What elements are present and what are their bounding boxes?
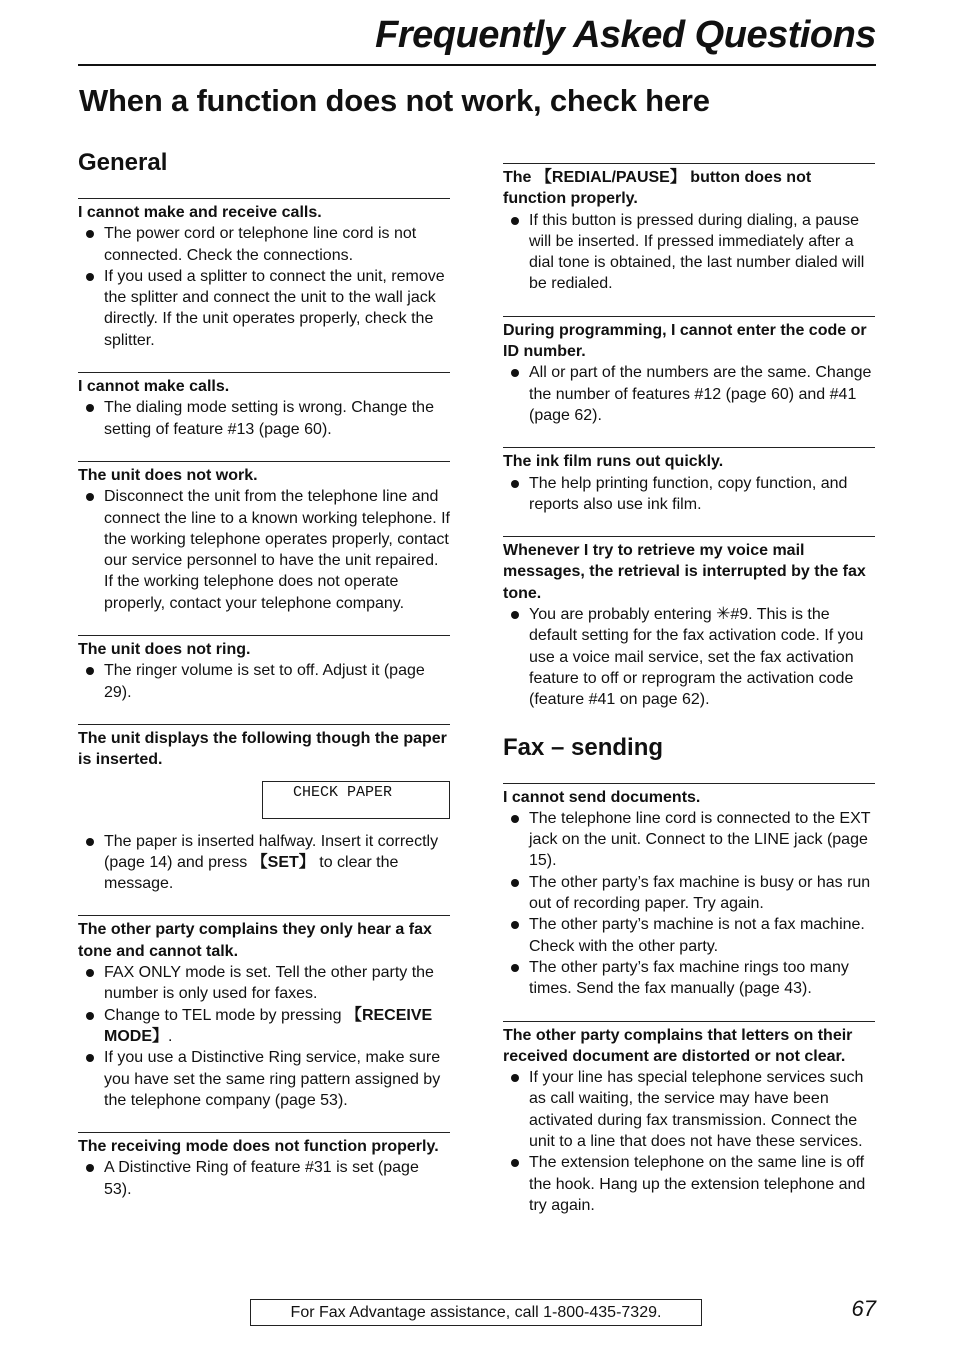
faq-question: The unit does not work. <box>78 466 258 484</box>
faq-item <box>503 163 875 295</box>
bullet-icon <box>86 969 94 977</box>
bullet-icon <box>511 611 519 619</box>
faq-item <box>503 536 875 710</box>
running-header-title: Frequently Asked Questions <box>375 14 876 56</box>
faq-item <box>78 635 450 703</box>
answer-item: The ringer volume is set to off. Adjust it (page 29). <box>78 660 450 703</box>
page-title: When a function does not work, check here <box>79 83 710 118</box>
section-heading-general: General <box>78 149 168 176</box>
answer-item: If your line has special telephone services such as call waiting, the service may have been activated during fax transmission. Connect the unit to a line that does not have these services. <box>503 1067 875 1152</box>
header-rule <box>78 64 876 66</box>
faq-question: The 【REDIAL/PAUSE】 button does not function properly. <box>503 169 812 208</box>
faq-question: During programming, I cannot enter the code or ID number. <box>503 321 867 361</box>
answer-item: The paper is inserted halfway. Insert it correctly (page 14) and press 【SET】 to clear the message. <box>78 831 450 895</box>
answer-item: The power cord or telephone line cord is not connected. Check the connections. <box>78 223 450 266</box>
bullet-icon <box>511 480 519 488</box>
faq-answers <box>78 831 450 895</box>
answer-item: The extension telephone on the same line is off the hook. Hang up the extension telephone and try again. <box>503 1152 875 1216</box>
answer-item: The other party’s fax machine is busy or has run out of recording paper. Try again. <box>503 872 875 915</box>
bullet-icon <box>86 230 94 238</box>
faq-item <box>503 1021 875 1217</box>
faq-answers <box>503 604 875 710</box>
faq-item <box>78 724 450 894</box>
redial-pause-key-label: REDIAL/PAUSE <box>551 169 670 186</box>
faq-question: I cannot make calls. <box>78 378 230 396</box>
bullet-icon <box>511 217 519 225</box>
faq-item <box>78 198 450 351</box>
faq-question: The other party complains they only hear a fax tone and cannot talk. <box>78 921 432 960</box>
bullet-icon <box>86 1054 94 1062</box>
faq-answers <box>78 1157 450 1200</box>
faq-item <box>78 915 450 1111</box>
receive-mode-key-label: RECEIVE MODE <box>104 1006 433 1045</box>
answer-item: If this button is pressed during dialing, a pause will be inserted. If pressed immediately after a dial tone is obtained, the last number dialed will be redialed. <box>503 210 875 295</box>
faq-question: The ink film runs out quickly. <box>503 453 724 471</box>
lcd-display-message: CHECK PAPER <box>262 781 450 819</box>
right-column <box>503 163 875 1237</box>
faq-question: The other party complains that letters on their received document are distorted or not clear. <box>503 1026 853 1065</box>
faq-answers <box>503 210 875 295</box>
bullet-icon <box>511 1159 519 1167</box>
section-heading-fax-sending: Fax – sending <box>503 733 664 761</box>
answer-item: FAX ONLY mode is set. Tell the other party the number is only used for faxes. <box>78 962 450 1005</box>
faq-answers <box>503 473 875 516</box>
answer-item: The other party’s fax machine rings too many times. Send the fax manually (page 43). <box>503 957 875 1000</box>
faq-question: The unit displays the following though the paper is inserted. <box>78 729 447 769</box>
answer-item: The dialing mode setting is wrong. Change the setting of feature #13 (page 60). <box>78 397 450 440</box>
answer-item: A Distinctive Ring of feature #31 is set (page 53). <box>78 1157 450 1200</box>
answer-item: The other party’s machine is not a fax machine. Check with the other party. <box>503 914 875 957</box>
bullet-icon <box>86 1012 94 1020</box>
faq-question: The unit does not ring. <box>78 641 251 659</box>
answer-item: You are probably entering ✳#9. This is the default setting for the fax activation code. If you use a voice mail service, set the fax activation feature to off or reprogram the activation code (feature #41 on page 62). <box>503 604 875 710</box>
bullet-icon <box>86 404 94 412</box>
faq-item <box>503 447 875 515</box>
bullet-icon <box>511 921 519 929</box>
faq-item <box>78 1132 450 1200</box>
faq-question: Whenever I try to retrieve my voice mail messages, the retrieval is interrupted by the fax tone. <box>503 542 866 602</box>
set-key-label: SET <box>267 853 299 871</box>
answer-item: If you use a Distinctive Ring service, make sure you have set the same ring pattern assigned by the telephone company (page 53). <box>78 1047 450 1111</box>
faq-question: I cannot send documents. <box>503 788 701 806</box>
star-key-icon: ✳ <box>716 604 731 624</box>
faq-answers <box>78 397 450 440</box>
bullet-icon <box>511 369 519 377</box>
answer-item: If you used a splitter to connect the unit, remove the splitter and connect the unit to the wall jack directly. If the unit operates properly, check the splitter. <box>78 266 450 351</box>
bullet-icon <box>86 838 94 846</box>
answer-item: All or part of the numbers are the same. Change the number of features #12 (page 60) and #41 (page 62). <box>503 362 875 426</box>
footer-assistance-note: For Fax Advantage assistance, call 1-800-435-7329. <box>250 1299 702 1326</box>
faq-item <box>503 316 875 426</box>
faq-answers <box>503 1067 875 1216</box>
bullet-icon <box>86 1164 94 1172</box>
bullet-icon <box>86 493 94 501</box>
faq-answers <box>78 486 450 614</box>
faq-answers <box>78 223 450 351</box>
faq-answers <box>78 660 450 703</box>
answer-item: Disconnect the unit from the telephone line and connect the line to a known working telephone. If the working telephone operates properly, contact our service personnel to have the unit repaired. If the working telephone does not operate properly, contact your telephone company. <box>78 486 450 614</box>
bullet-icon <box>511 815 519 823</box>
faq-question: I cannot make and receive calls. <box>78 204 322 221</box>
faq-answers <box>78 962 450 1111</box>
bullet-icon <box>86 667 94 675</box>
faq-answers <box>503 808 875 1000</box>
faq-item <box>503 783 875 1000</box>
bullet-icon <box>511 1074 519 1082</box>
bullet-icon <box>511 879 519 887</box>
answer-item: The telephone line cord is connected to the EXT jack on the unit. Connect to the LINE jack (page 15). <box>503 808 875 872</box>
answer-item: Change to TEL mode by pressing 【RECEIVE MODE】. <box>78 1005 450 1048</box>
faq-item <box>78 372 450 440</box>
faq-question: The receiving mode does not function properly. <box>78 1138 439 1156</box>
left-column <box>78 148 450 1221</box>
faq-answers <box>503 362 875 426</box>
bullet-icon <box>86 273 94 281</box>
answer-item: The help printing function, copy function, and reports also use ink film. <box>503 473 875 516</box>
page-number: 67 <box>851 1296 876 1321</box>
bullet-icon <box>511 964 519 972</box>
faq-item <box>78 461 450 614</box>
